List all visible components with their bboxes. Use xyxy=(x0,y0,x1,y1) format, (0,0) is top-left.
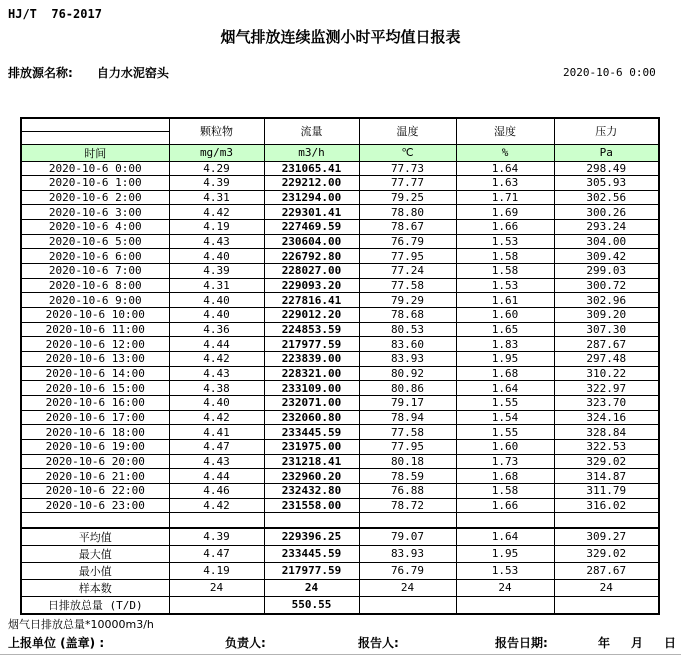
value-cell: 1.83 xyxy=(456,337,554,352)
table-row xyxy=(21,293,659,308)
value-cell: 224853.59 xyxy=(264,322,359,337)
value-cell: 300.26 xyxy=(554,205,659,220)
value-cell: 302.96 xyxy=(554,293,659,308)
cell xyxy=(264,513,359,528)
value-cell: 232060.80 xyxy=(264,410,359,425)
value-cell: 1.71 xyxy=(456,190,554,205)
value-cell: 287.67 xyxy=(554,562,659,579)
value-cell: 229396.25 xyxy=(264,528,359,546)
col-header-particulate: 颗粒物 xyxy=(169,118,264,144)
value-cell: 4.42 xyxy=(169,498,264,513)
corner-cell-top xyxy=(21,118,169,131)
value-cell: 1.68 xyxy=(456,469,554,484)
time-cell: 2020-10-6 2:00 xyxy=(21,190,169,205)
value-cell: 233109.00 xyxy=(264,381,359,396)
cell xyxy=(169,513,264,528)
table-row xyxy=(21,234,659,249)
value-cell: 78.94 xyxy=(359,410,456,425)
value-cell: 1.60 xyxy=(456,308,554,323)
time-cell: 2020-10-6 21:00 xyxy=(21,469,169,484)
value-cell: 76.88 xyxy=(359,483,456,498)
time-cell: 2020-10-6 15:00 xyxy=(21,381,169,396)
time-cell: 2020-10-6 6:00 xyxy=(21,249,169,264)
table-row xyxy=(21,381,659,396)
table-row xyxy=(21,278,659,293)
value-cell: 287.67 xyxy=(554,337,659,352)
value-cell: 4.39 xyxy=(169,528,264,546)
table-row xyxy=(21,308,659,323)
cell xyxy=(359,596,456,614)
reporter-label: 报告人: xyxy=(358,636,399,650)
value-cell: 309.42 xyxy=(554,249,659,264)
value-cell: 316.02 xyxy=(554,498,659,513)
value-cell: 24 xyxy=(456,579,554,596)
value-cell: 83.60 xyxy=(359,337,456,352)
value-cell: 299.03 xyxy=(554,264,659,279)
value-cell: 233445.59 xyxy=(264,425,359,440)
time-cell: 2020-10-6 7:00 xyxy=(21,264,169,279)
time-cell: 2020-10-6 20:00 xyxy=(21,454,169,469)
value-cell: 1.69 xyxy=(456,205,554,220)
value-cell: 329.02 xyxy=(554,545,659,562)
value-cell: 79.17 xyxy=(359,396,456,411)
table-row xyxy=(21,396,659,411)
table-row xyxy=(21,190,659,205)
value-cell: 80.18 xyxy=(359,454,456,469)
col-header-flow: 流量 xyxy=(264,118,359,144)
value-cell: 4.47 xyxy=(169,545,264,562)
time-cell: 2020-10-6 5:00 xyxy=(21,234,169,249)
cell xyxy=(456,596,554,614)
value-cell: 328.84 xyxy=(554,425,659,440)
value-cell: 76.79 xyxy=(359,234,456,249)
value-cell: 80.92 xyxy=(359,366,456,381)
value-cell: 78.67 xyxy=(359,220,456,235)
value-cell: 4.44 xyxy=(169,469,264,484)
value-cell: 1.66 xyxy=(456,498,554,513)
table-row xyxy=(21,161,659,176)
cell xyxy=(359,513,456,528)
value-cell: 232432.80 xyxy=(264,483,359,498)
unit-particulate: mg/m3 xyxy=(169,144,264,161)
value-cell: 1.58 xyxy=(456,483,554,498)
value-cell: 77.95 xyxy=(359,249,456,264)
spacer-body xyxy=(21,513,659,528)
time-cell: 2020-10-6 14:00 xyxy=(21,366,169,381)
value-cell: 1.53 xyxy=(456,234,554,249)
value-cell: 4.43 xyxy=(169,454,264,469)
table-row xyxy=(21,366,659,381)
value-cell: 232071.00 xyxy=(264,396,359,411)
value-cell: 229012.20 xyxy=(264,308,359,323)
value-cell: 77.73 xyxy=(359,161,456,176)
table-row xyxy=(21,205,659,220)
table-row xyxy=(21,498,659,513)
report-datetime: 2020-10-6 0:00 xyxy=(563,66,656,79)
table-row xyxy=(21,454,659,469)
value-cell: 4.42 xyxy=(169,205,264,220)
time-cell: 2020-10-6 10:00 xyxy=(21,308,169,323)
total-body xyxy=(21,596,659,614)
summary-label: 最大值 xyxy=(21,545,169,562)
value-cell: 1.54 xyxy=(456,410,554,425)
time-cell: 2020-10-6 16:00 xyxy=(21,396,169,411)
value-cell: 232960.20 xyxy=(264,469,359,484)
value-cell: 4.43 xyxy=(169,234,264,249)
value-cell: 4.44 xyxy=(169,337,264,352)
value-cell: 314.87 xyxy=(554,469,659,484)
value-cell: 1.66 xyxy=(456,220,554,235)
table-body xyxy=(21,161,659,513)
table-row xyxy=(21,264,659,279)
time-cell: 2020-10-6 18:00 xyxy=(21,425,169,440)
value-cell: 300.72 xyxy=(554,278,659,293)
value-cell: 231294.00 xyxy=(264,190,359,205)
value-cell: 24 xyxy=(264,579,359,596)
value-cell: 323.70 xyxy=(554,396,659,411)
value-cell: 4.19 xyxy=(169,562,264,579)
value-cell: 4.29 xyxy=(169,161,264,176)
table-row xyxy=(21,439,659,454)
value-cell: 1.95 xyxy=(456,545,554,562)
value-cell: 227469.59 xyxy=(264,220,359,235)
value-cell: 293.24 xyxy=(554,220,659,235)
value-cell: 4.41 xyxy=(169,425,264,440)
value-cell: 324.16 xyxy=(554,410,659,425)
table-row xyxy=(21,220,659,235)
time-cell: 2020-10-6 4:00 xyxy=(21,220,169,235)
value-cell: 307.30 xyxy=(554,322,659,337)
value-cell: 1.68 xyxy=(456,366,554,381)
standard-number: HJ/T 76-2017 xyxy=(8,7,102,21)
value-cell: 4.43 xyxy=(169,366,264,381)
value-cell: 24 xyxy=(554,579,659,596)
value-cell: 78.59 xyxy=(359,469,456,484)
value-cell: 309.20 xyxy=(554,308,659,323)
value-cell: 4.40 xyxy=(169,249,264,264)
value-cell: 77.58 xyxy=(359,425,456,440)
value-cell: 229301.41 xyxy=(264,205,359,220)
col-header-temperature: 温度 xyxy=(359,118,456,144)
value-cell: 231065.41 xyxy=(264,161,359,176)
time-cell: 2020-10-6 23:00 xyxy=(21,498,169,513)
value-cell: 223839.00 xyxy=(264,352,359,367)
unit-humidity: % xyxy=(456,144,554,161)
value-cell: 83.93 xyxy=(359,352,456,367)
value-cell: 4.31 xyxy=(169,278,264,293)
value-cell: 76.79 xyxy=(359,562,456,579)
summary-label: 最小值 xyxy=(21,562,169,579)
col-header-humidity: 湿度 xyxy=(456,118,554,144)
value-cell: 329.02 xyxy=(554,454,659,469)
value-cell: 83.93 xyxy=(359,545,456,562)
value-cell: 80.53 xyxy=(359,322,456,337)
summary-body xyxy=(21,528,659,597)
value-cell: 4.47 xyxy=(169,439,264,454)
value-cell: 1.65 xyxy=(456,322,554,337)
corner-cell-bottom xyxy=(21,131,169,144)
value-cell: 4.19 xyxy=(169,220,264,235)
report-date-label: 报告日期: xyxy=(495,636,548,650)
value-cell: 4.39 xyxy=(169,176,264,191)
header-row-top xyxy=(21,118,659,131)
time-column-header: 时间 xyxy=(21,144,169,161)
units-row xyxy=(21,144,659,161)
value-cell: 1.73 xyxy=(456,454,554,469)
value-cell: 78.72 xyxy=(359,498,456,513)
summary-label: 样本数 xyxy=(21,579,169,596)
table-row xyxy=(21,322,659,337)
value-cell: 297.48 xyxy=(554,352,659,367)
value-cell: 231558.00 xyxy=(264,498,359,513)
value-cell: 1.61 xyxy=(456,293,554,308)
table-row xyxy=(21,352,659,367)
value-cell: 311.79 xyxy=(554,483,659,498)
value-cell: 298.49 xyxy=(554,161,659,176)
unit-temperature: ℃ xyxy=(359,144,456,161)
value-cell: 79.07 xyxy=(359,528,456,546)
cell xyxy=(554,513,659,528)
time-cell: 2020-10-6 9:00 xyxy=(21,293,169,308)
flow-total-note: 烟气日排放总量*10000m3/h xyxy=(8,618,154,631)
time-cell: 2020-10-6 13:00 xyxy=(21,352,169,367)
cell xyxy=(554,596,659,614)
value-cell: 1.60 xyxy=(456,439,554,454)
value-cell: 77.77 xyxy=(359,176,456,191)
value-cell: 231975.00 xyxy=(264,439,359,454)
value-cell: 78.68 xyxy=(359,308,456,323)
value-cell: 1.63 xyxy=(456,176,554,191)
source-name: 自力水泥窑头 xyxy=(96,66,169,80)
time-cell: 2020-10-6 22:00 xyxy=(21,483,169,498)
value-cell: 302.56 xyxy=(554,190,659,205)
value-cell: 228027.00 xyxy=(264,264,359,279)
unit-flow: m3/h xyxy=(264,144,359,161)
value-cell: 309.27 xyxy=(554,528,659,546)
value-cell: 4.39 xyxy=(169,264,264,279)
time-cell: 2020-10-6 11:00 xyxy=(21,322,169,337)
value-cell: 231218.41 xyxy=(264,454,359,469)
value-cell: 4.42 xyxy=(169,410,264,425)
total-row xyxy=(21,596,659,614)
value-cell: 77.95 xyxy=(359,439,456,454)
value-cell: 1.53 xyxy=(456,562,554,579)
spacer-row xyxy=(21,513,659,528)
value-cell: 1.64 xyxy=(456,161,554,176)
report-title: 烟气排放连续监测小时平均值日报表 xyxy=(220,28,461,46)
summary-row xyxy=(21,562,659,579)
value-cell: 233445.59 xyxy=(264,545,359,562)
table-row xyxy=(21,337,659,352)
responsible-person-label: 负责人: xyxy=(225,636,266,650)
table-row xyxy=(21,469,659,484)
unit-pressure: Pa xyxy=(554,144,659,161)
cell xyxy=(169,596,264,614)
source-row xyxy=(8,64,169,81)
time-cell: 2020-10-6 19:00 xyxy=(21,439,169,454)
summary-row xyxy=(21,579,659,596)
value-cell: 305.93 xyxy=(554,176,659,191)
value-cell: 77.24 xyxy=(359,264,456,279)
year-label: 年 xyxy=(598,636,611,650)
value-cell: 230604.00 xyxy=(264,234,359,249)
signature-row xyxy=(0,634,681,650)
value-cell: 304.00 xyxy=(554,234,659,249)
value-cell: 227816.41 xyxy=(264,293,359,308)
time-cell: 2020-10-6 17:00 xyxy=(21,410,169,425)
value-cell: 226792.80 xyxy=(264,249,359,264)
table-row xyxy=(21,249,659,264)
value-cell: 4.31 xyxy=(169,190,264,205)
value-cell: 1.95 xyxy=(456,352,554,367)
source-label: 排放源名称: xyxy=(8,66,73,80)
cell xyxy=(456,513,554,528)
value-cell: 1.55 xyxy=(456,396,554,411)
value-cell: 4.40 xyxy=(169,293,264,308)
value-cell: 310.22 xyxy=(554,366,659,381)
value-cell: 1.58 xyxy=(456,264,554,279)
value-cell: 322.97 xyxy=(554,381,659,396)
col-header-pressure: 压力 xyxy=(554,118,659,144)
table-row xyxy=(21,410,659,425)
cell xyxy=(21,513,169,528)
value-cell: 1.53 xyxy=(456,278,554,293)
month-label: 月 xyxy=(631,636,644,650)
time-cell: 2020-10-6 8:00 xyxy=(21,278,169,293)
time-cell: 2020-10-6 1:00 xyxy=(21,176,169,191)
value-cell: 4.38 xyxy=(169,381,264,396)
value-cell: 228321.00 xyxy=(264,366,359,381)
value-cell: 79.29 xyxy=(359,293,456,308)
value-cell: 24 xyxy=(169,579,264,596)
summary-label: 平均值 xyxy=(21,528,169,546)
value-cell: 229093.20 xyxy=(264,278,359,293)
value-cell: 77.58 xyxy=(359,278,456,293)
value-cell: 1.64 xyxy=(456,528,554,546)
value-cell: 217977.59 xyxy=(264,337,359,352)
bottom-divider xyxy=(0,654,681,655)
value-cell: 4.42 xyxy=(169,352,264,367)
data-table xyxy=(20,117,660,615)
value-cell: 78.80 xyxy=(359,205,456,220)
total-flow-value: 550.55 xyxy=(264,596,359,614)
value-cell: 229212.00 xyxy=(264,176,359,191)
value-cell: 4.36 xyxy=(169,322,264,337)
value-cell: 4.40 xyxy=(169,308,264,323)
value-cell: 4.40 xyxy=(169,396,264,411)
time-cell: 2020-10-6 0:00 xyxy=(21,161,169,176)
total-label: 日排放总量 (T/D) xyxy=(21,596,169,614)
value-cell: 24 xyxy=(359,579,456,596)
value-cell: 4.46 xyxy=(169,483,264,498)
value-cell: 217977.59 xyxy=(264,562,359,579)
table-row xyxy=(21,483,659,498)
value-cell: 1.55 xyxy=(456,425,554,440)
value-cell: 1.64 xyxy=(456,381,554,396)
table-row xyxy=(21,425,659,440)
time-cell: 2020-10-6 3:00 xyxy=(21,205,169,220)
summary-row xyxy=(21,545,659,562)
table-row xyxy=(21,176,659,191)
value-cell: 79.25 xyxy=(359,190,456,205)
day-label: 日 xyxy=(664,636,677,650)
summary-row xyxy=(21,528,659,546)
value-cell: 80.86 xyxy=(359,381,456,396)
reporting-unit-label: 上报单位 (盖章) : xyxy=(8,636,105,650)
value-cell: 322.53 xyxy=(554,439,659,454)
value-cell: 1.58 xyxy=(456,249,554,264)
time-cell: 2020-10-6 12:00 xyxy=(21,337,169,352)
